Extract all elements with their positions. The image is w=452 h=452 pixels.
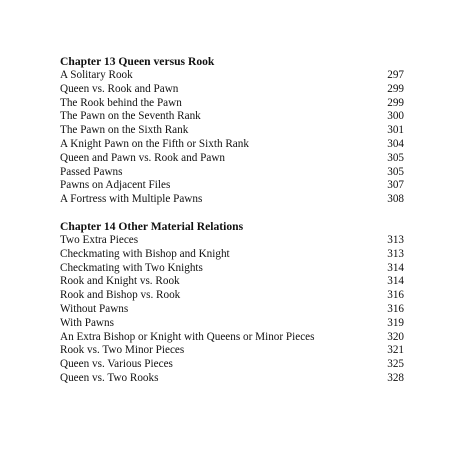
entry-title: Queen vs. Two Rooks [60,371,159,384]
entry-page-number: 304 [387,137,404,150]
toc-entry[interactable] [60,262,404,276]
entry-title: The Pawn on the Sixth Rank [60,124,189,137]
chapter-title[interactable]: Chapter 13 Queen versus Rook [60,55,215,68]
entry-title: Checkmating with Bishop and Knight [60,247,230,260]
entry-title: Queen vs. Rook and Pawn [60,82,179,95]
entry-page-number: 299 [387,82,404,95]
entry-page-number: 297 [387,69,404,81]
entry-page-number: 308 [387,193,404,206]
entry-page-number: 319 [387,316,404,329]
entry-page-number: 313 [387,233,404,246]
toc-entry[interactable] [60,83,404,97]
toc-entry[interactable] [60,110,404,124]
entry-page-number: 301 [387,124,404,137]
entry-page-number: 314 [387,275,404,288]
toc-entry[interactable] [60,275,404,289]
entry-page-number: 307 [387,179,404,192]
entry-page-number: 316 [387,289,404,302]
entry-title: The Pawn on the Seventh Rank [60,110,201,123]
entry-page-number: 305 [387,151,404,164]
toc-entry[interactable] [60,303,404,317]
entry-title: An Extra Bishop or Knight with Queens or Minor Pieces [60,330,315,343]
entry-page-number: 321 [387,344,404,357]
chapter-13-section [60,55,404,207]
chapter-14-section [60,220,404,386]
entry-title: A Solitary Rook [60,69,133,81]
toc-entry[interactable] [60,69,404,83]
toc-entry[interactable] [60,166,404,180]
entry-page-number: 299 [387,96,404,109]
chapter-title[interactable]: Chapter 14 Other Material Relations [60,219,244,233]
toc-entry[interactable] [60,372,404,386]
toc-entry[interactable] [60,193,404,207]
toc-entry[interactable] [60,138,404,152]
entry-title: Rook vs. Two Minor Pieces [60,344,185,357]
entry-title: A Knight Pawn on the Fifth or Sixth Rank [60,137,249,150]
entry-title: The Rook behind the Pawn [60,96,182,109]
table-of-contents [60,55,404,386]
entry-title: With Pawns [60,316,114,329]
entry-page-number: 316 [387,302,404,315]
toc-entry[interactable] [60,152,404,166]
entry-title: Two Extra Pieces [60,233,139,246]
entry-title: Passed Pawns [60,165,123,178]
toc-entry[interactable] [60,234,404,248]
entry-page-number: 305 [387,165,404,178]
entry-title: Checkmating with Two Knights [60,261,203,274]
entry-page-number: 325 [387,358,404,371]
toc-entry[interactable] [60,331,404,345]
entry-title: Rook and Bishop vs. Rook [60,289,181,302]
toc-entry[interactable] [60,344,404,358]
entry-title: Rook and Knight vs. Rook [60,275,180,288]
entry-page-number: 300 [387,110,404,123]
toc-entry[interactable] [60,97,404,111]
toc-entry[interactable] [60,317,404,331]
toc-entry[interactable] [60,358,404,372]
entry-page-number: 314 [387,261,404,274]
entry-page-number: 313 [387,247,404,260]
entry-title: Without Pawns [60,302,129,315]
toc-entry[interactable] [60,248,404,262]
entry-title: A Fortress with Multiple Pawns [60,193,203,206]
entry-title: Pawns on Adjacent Files [60,179,171,192]
toc-entry[interactable] [60,289,404,303]
toc-entry[interactable] [60,179,404,193]
entry-title: Queen and Pawn vs. Rook and Pawn [60,151,225,164]
entry-page-number: 328 [387,371,404,384]
entry-title: Queen vs. Various Pieces [60,358,173,371]
toc-entry[interactable] [60,124,404,138]
entry-page-number: 320 [387,330,404,343]
